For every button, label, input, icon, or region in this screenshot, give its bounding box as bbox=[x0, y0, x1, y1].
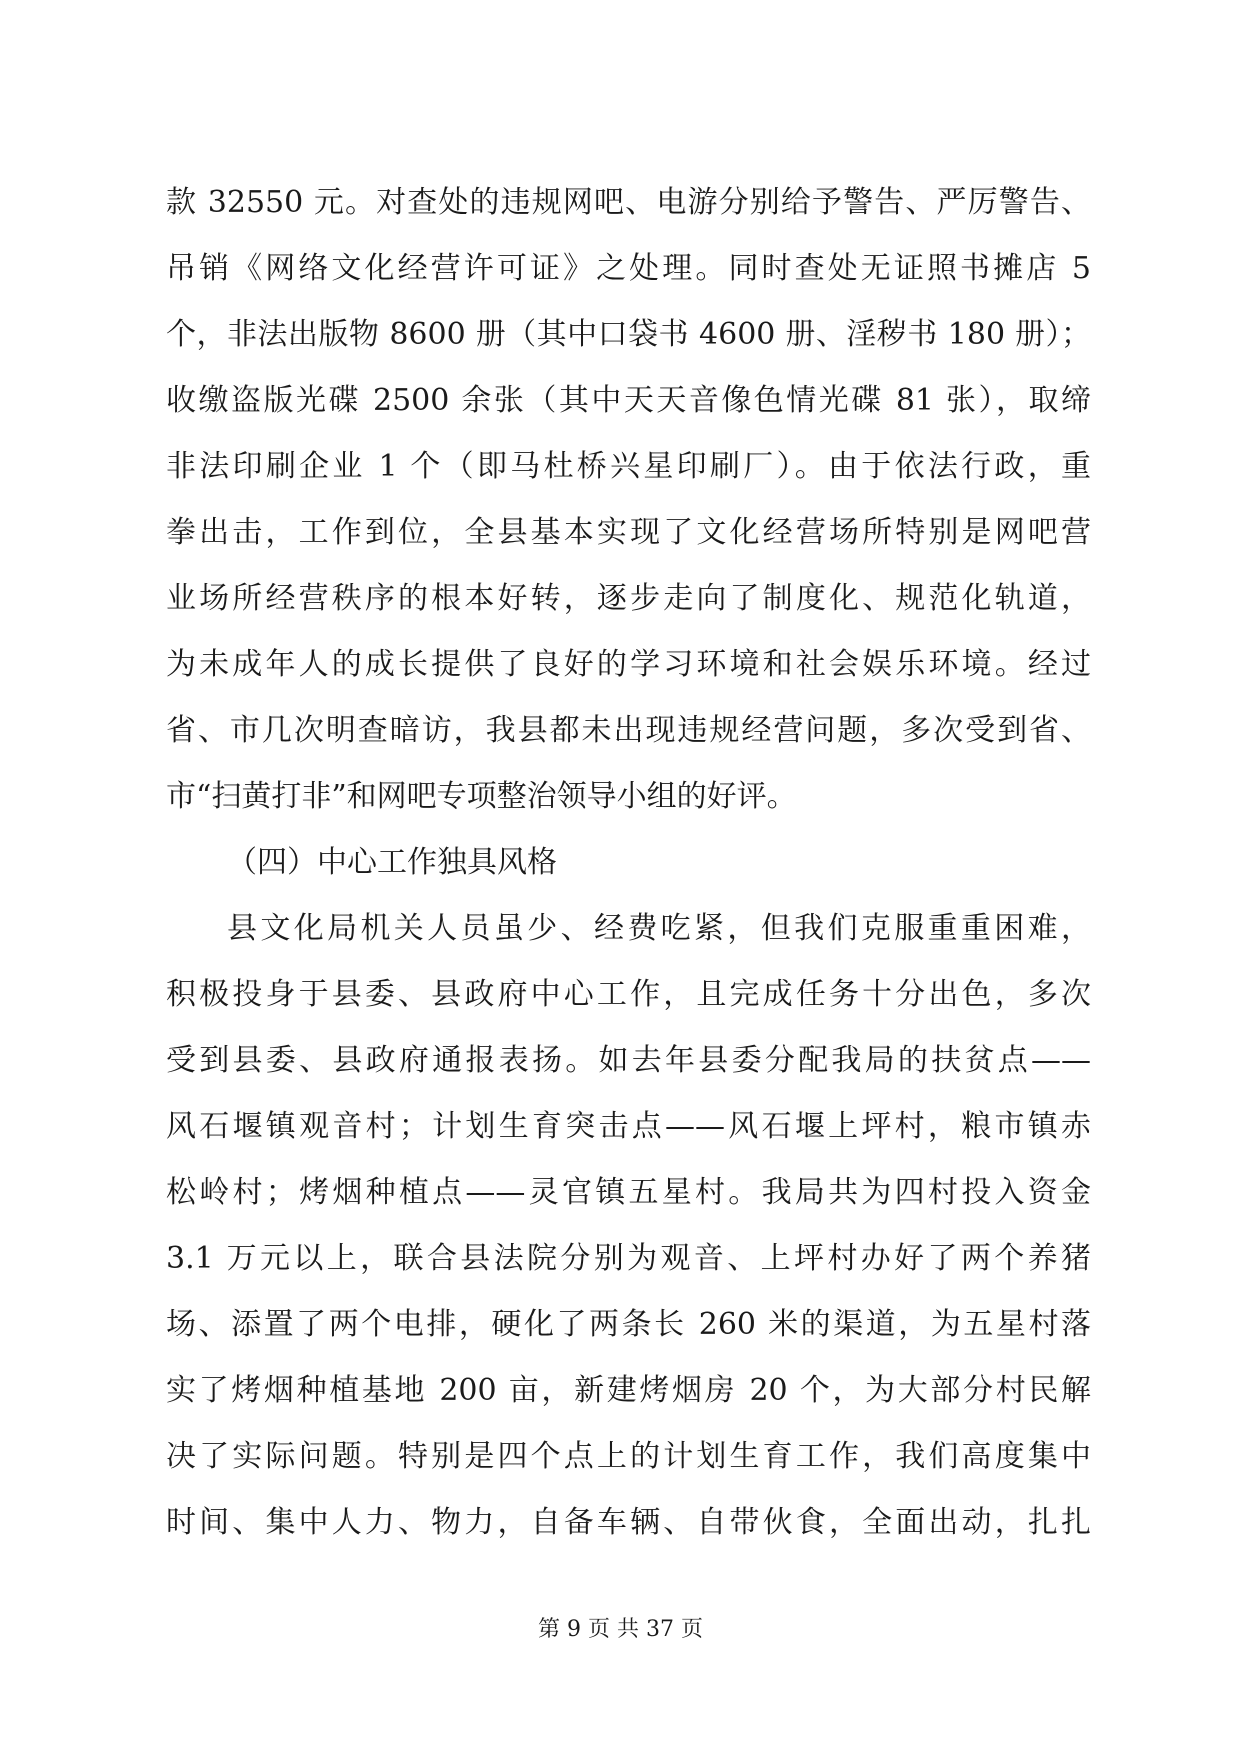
paragraph-line: 拳出击，工作到位，全县基本实现了文化经营场所特别是网吧营 bbox=[166, 515, 1091, 550]
paragraph-line: 场、添置了两个电排，硬化了两条长 260 米的渠道，为五星村落 bbox=[166, 1307, 1091, 1342]
page-number-footer: 第 9 页 共 37 页 bbox=[538, 1617, 703, 1642]
paragraph-line: 收缴盗版光碟 2500 余张（其中天天音像色情光碟 81 张），取缔 bbox=[166, 383, 1091, 418]
paragraph-line: 风石堰镇观音村；计划生育突击点——风石堰上坪村，粮市镇赤 bbox=[166, 1109, 1091, 1144]
paragraph-line: 积极投身于县委、县政府中心工作，且完成任务十分出色，多次 bbox=[166, 977, 1091, 1012]
paragraph-line: 吊销《网络文化经营许可证》之处理。同时查处无证照书摊店 5 bbox=[166, 251, 1091, 286]
paragraph-line: 时间、集中人力、物力，自备车辆、自带伙食，全面出动，扎扎 bbox=[166, 1505, 1091, 1540]
paragraph-line: 3.1 万元以上，联合县法院分别为观音、上坪村办好了两个养猪 bbox=[166, 1241, 1091, 1276]
paragraph-line: 个，非法出版物 8600 册（其中口袋书 4600 册、淫秽书 180 册）； bbox=[166, 317, 1091, 352]
paragraph-line: 决了实际问题。特别是四个点上的计划生育工作，我们高度集中 bbox=[166, 1439, 1091, 1474]
paragraph-line: 业场所经营秩序的根本好转，逐步走向了制度化、规范化轨道， bbox=[166, 581, 1091, 616]
paragraph-line: 县文化局机关人员虽少、经费吃紧，但我们克服重重困难， bbox=[227, 911, 1091, 946]
paragraph-line: 实了烤烟种植基地 200 亩，新建烤烟房 20 个，为大部分村民解 bbox=[166, 1373, 1091, 1408]
paragraph-line: 市“扫黄打非”和网吧专项整治领导小组的好评。 bbox=[166, 779, 797, 814]
paragraph-line: 非法印刷企业 1 个（即马杜桥兴星印刷厂）。由于依法行政，重 bbox=[166, 449, 1091, 484]
paragraph-line: 受到县委、县政府通报表扬。如去年县委分配我局的扶贫点—— bbox=[166, 1043, 1091, 1078]
paragraph-line: 为未成年人的成长提供了良好的学习环境和社会娱乐环境。经过 bbox=[166, 647, 1091, 682]
paragraph-line: 省、市几次明查暗访，我县都未出现违规经营问题，多次受到省、 bbox=[166, 713, 1091, 748]
section-heading: （四）中心工作独具风格 bbox=[227, 845, 557, 880]
paragraph-line: 款 32550 元。对查处的违规网吧、电游分别给予警告、严厉警告、 bbox=[166, 185, 1091, 220]
paragraph-line: 松岭村；烤烟种植点——灵官镇五星村。我局共为四村投入资金 bbox=[166, 1175, 1091, 1210]
